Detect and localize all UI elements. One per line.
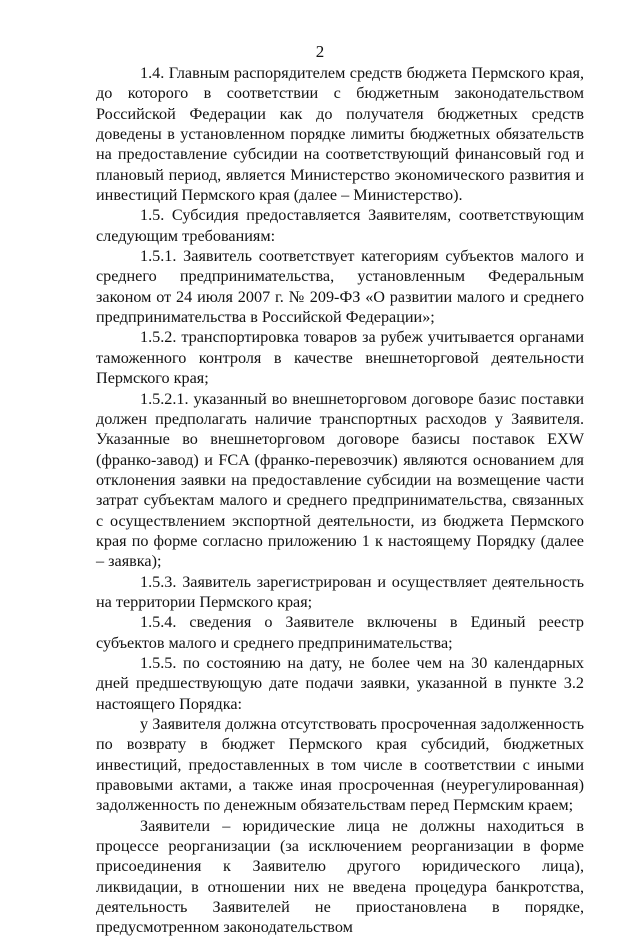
paragraph-1-5-1: 1.5.1. Заявитель соответствует категориям субъектов малого и среднего предпринимательства, установленным Федеральным законом от 24 июля 2007 г. № 209-ФЗ «О развитии малого и среднего предпринимательства в Российской Федерации»;	[96, 247, 584, 327]
paragraph-1-5: 1.5. Субсидия предоставляется Заявителям, соответствующим следующим требованиям:	[96, 206, 584, 245]
page-number: 2	[315, 42, 325, 61]
paragraph-1-5-3: 1.5.3. Заявитель зарегистрирован и осуществляет деятельность на территории Пермского края;	[96, 572, 584, 611]
paragraph-reorganization-requirement: Заявители – юридические лица не должны находиться в процессе реорганизации (за исключением реорганизации в форме присоединения к Заявителю другого юридического лица), ликвидации, в отношении них не введена процедура банкротства, деятельность Заявителей не приостановлена в порядке, предусмотренном законодательством	[96, 816, 584, 937]
paragraph-debt-requirement: у Заявителя должна отсутствовать просроченная задолженность по возврату в бюджет Пермского края субсидий, бюджетных инвестиций, предоставленных в том числе в соответствии с иными правовыми актами, а также иная просроченная (неурегулированная) задолженность по денежным обязательствам перед Пермским краем;	[96, 715, 584, 815]
paragraph-1-5-2: 1.5.2. транспортировка товаров за рубеж учитывается органами таможенного контроля в качестве внешнеторговой деятельности Пермского края;	[96, 328, 584, 388]
paragraph-1-5-5: 1.5.5. по состоянию на дату, не более чем на 30 календарных дней предшествующую дате подачи заявки, указанной в пункте 3.2 настоящего Порядка:	[96, 653, 584, 713]
paragraph-1-4: 1.4. Главным распорядителем средств бюджета Пермского края, до которого в соответствии с бюджетным законодательством Российской Федерации как до получателя бюджетных средств доведены в установленном порядке лимиты бюджетных обязательств на предоставление субсидии на соответствующий финансовый год и плановый период, является Министерство экономического развития и инвестиций Пермского края (далее – Министерство).	[96, 64, 584, 205]
paragraph-1-5-4: 1.5.4. сведения о Заявителе включены в Единый реестр субъектов малого и среднего предпринимательства;	[96, 613, 584, 652]
document-body	[96, 63, 584, 938]
paragraph-1-5-2-1: 1.5.2.1. указанный во внешнеторговом договоре базис поставки должен предполагать наличие транспортных расходов у Заявителя. Указанные во внешнеторговом договоре базисы поставок EXW (франко-завод) и FCA (франко-перевозчик) являются основанием для отклонения заявки на предоставление субсидии на возмещение части затрат субъектам малого и среднего предпринимательства, связанных с осуществлением экспортной деятельности, из бюджета Пермского края по форме согласно приложению 1 к настоящему Порядку (далее – заявка);	[96, 389, 584, 571]
